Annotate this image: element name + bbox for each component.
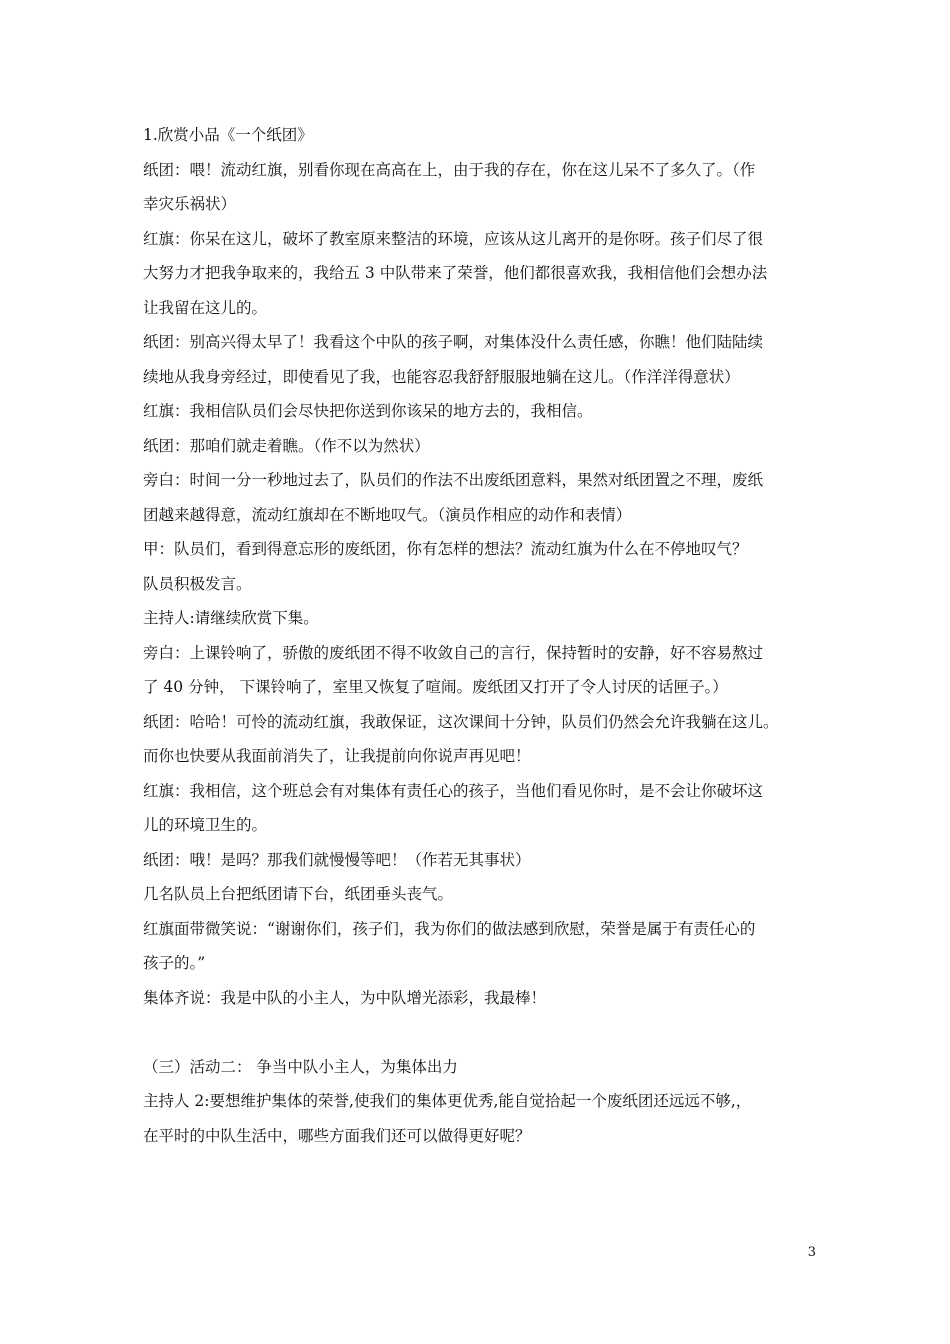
paragraph-line: 纸团：哈哈！可怜的流动红旗，我敢保证，这次课间十分钟，队员们仍然会允许我躺在这儿。 xyxy=(143,712,779,731)
paragraph-line: 纸团：喂！流动红旗，别看你现在高高在上，由于我的存在，你在这儿呆不了多久了。（作 xyxy=(143,160,756,179)
paragraph-line: 主持人 2:要想维护集体的荣誉,使我们的集体更优秀,能自觉拾起一个废纸团还远远不够,， xyxy=(143,1092,752,1110)
paragraph-line: 队员积极发言。 xyxy=(143,574,252,593)
paragraph-line: 让我留在这儿的。 xyxy=(143,298,268,317)
section-heading: 1.欣赏小品《一个纸团》 xyxy=(143,126,313,144)
paragraph-line: 大努力才把我争取来的，我给五 3 中队带来了荣誉，他们都很喜欢我，我相信他们会想办法 xyxy=(143,264,768,282)
paragraph-line: 红旗：我相信队员们会尽快把你送到你该呆的地方去的，我相信。 xyxy=(143,402,593,420)
paragraph-line: 续地从我身旁经过，即使看见了我，也能容忍我舒舒服服地躺在这儿。（作洋洋得意状） xyxy=(143,367,740,386)
paragraph-line: 纸团：哦！是吗？那我们就慢慢等吧！（作若无其事状） xyxy=(143,850,531,869)
paragraph-line: 了 40 分钟， 下课铃响了，室里又恢复了喧闹。废纸团又打开了令人讨厌的话匣子。） xyxy=(143,678,728,696)
paragraph-line: 主持人:请继续欣赏下集。 xyxy=(143,609,319,627)
page-number: 3 xyxy=(807,1245,816,1260)
paragraph-line: 旁白：上课铃响了，骄傲的废纸团不得不收敛自己的言行，保持暂时的安静，好不容易熬过 xyxy=(143,643,764,662)
paragraph-line: 儿的环境卫生的。 xyxy=(143,816,268,834)
blank-line xyxy=(143,1015,815,1050)
paragraph-line: 团越来越得意，流动红旗却在不断地叹气。（演员作相应的动作和表情） xyxy=(143,505,632,524)
paragraph-line: 纸团：别高兴得太早了！我看这个中队的孩子啊，对集体没什么责任感，你瞧！他们陆陆续 xyxy=(143,333,764,351)
paragraph-line: 而你也快要从我面前消失了，让我提前向你说声再见吧！ xyxy=(143,747,531,765)
section-heading: （三）活动二： 争当中队小主人，为集体出力 xyxy=(143,1057,458,1076)
paragraph-line: 孩子的。” xyxy=(143,954,206,972)
paragraph-line: 红旗：我相信，这个班总会有对集体有责任心的孩子，当他们看见你时，是不会让你破坏这 xyxy=(143,781,764,800)
paragraph-line: 旁白：时间一分一秒地过去了，队员们的作法不出废纸团意料，果然对纸团置之不理，废纸 xyxy=(143,471,764,489)
paragraph-line: 在平时的中队生活中，哪些方面我们还可以做得更好呢？ xyxy=(143,1126,531,1145)
paragraph-line: 甲：队员们，看到得意忘形的废纸团，你有怎样的想法？流动红旗为什么在不停地叹气？ xyxy=(143,540,748,558)
paragraph-line: 红旗：你呆在这儿，破坏了教室原来整洁的环境，应该从这儿离开的是你呀。孩子们尽了很 xyxy=(143,229,764,248)
paragraph-line: 幸灾乐祸状） xyxy=(143,195,237,213)
paragraph-line: 几名队员上台把纸团请下台，纸团垂头丧气。 xyxy=(143,885,454,903)
paragraph-line: 纸团：那咱们就走着瞧。（作不以为然状） xyxy=(143,436,430,455)
document-body xyxy=(143,118,815,1153)
paragraph-line: 集体齐说：我是中队的小主人，为中队增光添彩，我最棒！ xyxy=(143,988,547,1007)
paragraph-line: 红旗面带微笑说：“谢谢你们，孩子们，我为你们的做法感到欣慰，荣誉是属于有责任心的 xyxy=(143,919,756,938)
